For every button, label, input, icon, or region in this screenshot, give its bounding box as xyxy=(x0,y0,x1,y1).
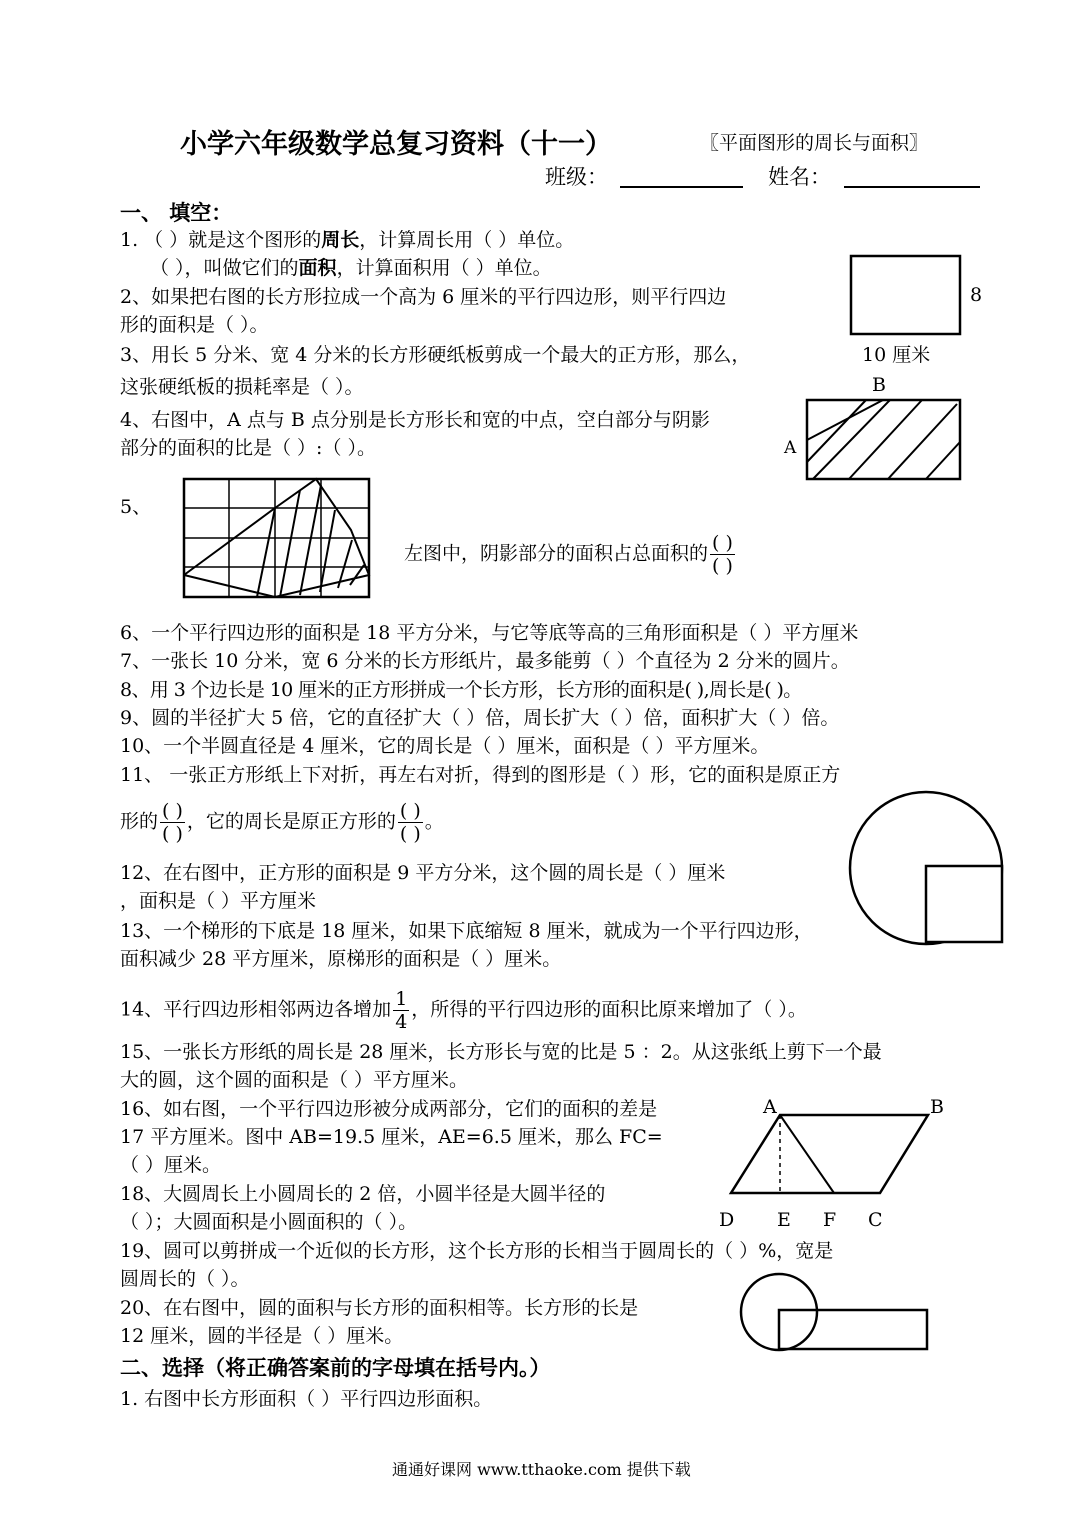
page-title: 小学六年级数学总复习资料（十一） xyxy=(180,129,612,160)
q5-hatch-line xyxy=(257,508,275,597)
q11-fraction-perimeter: $\frac{( )}{( )}$ xyxy=(399,800,421,845)
q20-figure xyxy=(741,1274,927,1350)
q1-line1: 1. （ ）就是这个图形的周长，计算周长用（ ）单位。 xyxy=(120,229,575,251)
name-label: 姓名： xyxy=(768,165,831,189)
q4-hatch-line xyxy=(813,400,890,479)
q2-side-label: 8 xyxy=(970,284,983,306)
q19-line2: 圆周长的（ ）。 xyxy=(120,1268,250,1290)
q4-line2: 部分的面积的比是（ ）:（ ）。 xyxy=(120,437,376,459)
q5-grid-figure xyxy=(184,479,369,597)
q12-line2: ，面积是（ ）平方厘米 xyxy=(120,890,317,912)
q7: 7、一张长 10 分米，宽 6 分米的长方形纸片，最多能剪（ ）个直径为 2 分米的圆片。 xyxy=(120,650,850,672)
page-subtitle: 〖平面图形的周长与面积〗 xyxy=(700,132,929,154)
q12-square xyxy=(926,866,1002,942)
q2-line1: 2、如果把右图的长方形拉成一个高为 6 厘米的平行四边形，则平行四边 xyxy=(120,286,727,308)
q4-hatch-line xyxy=(926,442,960,479)
q20-line2: 12 厘米，圆的半径是（ ）厘米。 xyxy=(120,1325,404,1347)
q5-hatch-line xyxy=(280,490,300,597)
q9: 9、圆的半径扩大 5 倍，它的直径扩大（ ）倍，周长扩大（ ）倍，面积扩大（ ）倍。 xyxy=(120,707,840,729)
q16-segment-af xyxy=(780,1115,834,1193)
q12-line1: 12、在右图中，正方形的面积是 9 平方分米，这个圆的周长是（ ）厘米 xyxy=(120,862,726,884)
q16-figure xyxy=(731,1115,928,1193)
q4-figure xyxy=(807,400,960,479)
q16-label-e: E xyxy=(777,1209,791,1231)
q6: 6、一个平行四边形的面积是 18 平方分米，与它等底等高的三角形面积是（ ）平方厘米 xyxy=(120,622,859,644)
q19-line1: 19、圆可以剪拼成一个近似的长方形，这个长方形的长相当于圆周长的（ ）%，宽是 xyxy=(120,1240,834,1262)
q16-label-a: A xyxy=(763,1096,777,1118)
q5-hatch-line xyxy=(300,485,321,595)
q16-line2: 17 平方厘米。图中 AB=19.5 厘米，AE=6.5 厘米，那么 FC= xyxy=(120,1126,663,1148)
q5-text: 左图中，阴影部分的面积占总面积的 $\frac{( )}{( )}$ xyxy=(404,532,733,577)
q4-hatch-line xyxy=(807,400,866,462)
q2-line2: 形的面积是（ ）。 xyxy=(120,314,269,336)
q8: 8、用 3 个边长是 10 厘米的正方形拼成一个长方形，长方形的面积是( ),周长是( )。 xyxy=(120,679,802,701)
q16-label-f: F xyxy=(823,1209,837,1231)
q18-line1: 18、大圆周长上小圆周长的 2 倍，小圆半径是大圆半径的 xyxy=(120,1183,606,1205)
q5-fraction: $\frac{( )}{( )}$ xyxy=(712,532,733,577)
q16-label-c: C xyxy=(868,1209,883,1231)
q14: 14、平行四边形相邻两边各增加 $\frac{1}{4}$ ，所得的平行四边形的面积比原来增加了（ ）。 xyxy=(120,988,807,1033)
q5-hatch-line xyxy=(350,565,364,585)
q4-label-b: B xyxy=(872,374,886,396)
q16-line1: 16、如右图，一个平行四边形被分成两部分，它们的面积的差是 xyxy=(120,1098,658,1120)
q12-figure xyxy=(850,792,1002,944)
q16-line3: （ ）厘米。 xyxy=(120,1154,222,1176)
q11-fraction-area: $\frac{( )}{( )}$ xyxy=(162,800,183,845)
q4-line1: 4、右图中，A 点与 B 点分别是长方形长和宽的中点，空白部分与阴影 xyxy=(120,409,710,431)
class-label: 班级： xyxy=(545,165,608,189)
q13-line1: 13、一个梯形的下底是 18 厘米，如果下底缩短 8 厘米，就成为一个平行四边形， xyxy=(120,920,813,942)
q15-line1: 15、一张长方形纸的周长是 28 厘米，长方形长与宽的比是 5 ：2。从这张纸上剪下一个最 xyxy=(120,1041,882,1063)
section2-heading: 二、选择（将正确答案前的字母填在括号内。） xyxy=(120,1356,551,1380)
q18-line2: （ ）；大圆面积是小圆面积的（ ）。 xyxy=(120,1211,418,1233)
q2-rectangle xyxy=(851,256,960,334)
q1-line2: （ ），叫做它们的面积，计算面积用（ ）单位。 xyxy=(150,257,552,279)
q4-hatch-line xyxy=(888,404,957,479)
q16-label-b: B xyxy=(930,1096,944,1118)
q5-hatch-line xyxy=(320,510,335,592)
q3-line2: 这张硬纸板的损耗率是（ ）。 xyxy=(120,376,364,398)
q10: 10、一个半圆直径是 4 厘米，它的周长是（ ）厘米，面积是（ ）平方厘米。 xyxy=(120,735,770,757)
q5-number: 5、 xyxy=(120,496,152,518)
q2-bottom-label: 10 厘米 xyxy=(862,344,931,366)
q16-label-d: D xyxy=(719,1209,735,1231)
q3-line1: 3、用长 5 分米、宽 4 分米的长方形硬纸板剪成一个最大的正方形，那么， xyxy=(120,344,751,366)
q15-line2: 大的圆，这个圆的面积是（ ）平方厘米。 xyxy=(120,1069,469,1091)
s2-q1: 1. 右图中长方形面积（ ）平行四边形面积。 xyxy=(120,1388,493,1410)
q11-line1: 11、 一张正方形纸上下对折，再左右对折，得到的图形是（ ）形，它的面积是原正方 xyxy=(120,764,841,786)
q11-line2: 形的 $\frac{( )}{( )}$ ，它的周长是原正方形的 $\frac{( )}{( )}$ 。 xyxy=(120,800,444,845)
q13-line2: 面积减少 28 平方厘米，原梯形的面积是（ ）厘米。 xyxy=(120,948,562,970)
section1-heading: 一、 填空： xyxy=(120,201,233,225)
q14-fraction: $\frac{1}{4}$ xyxy=(395,988,408,1033)
q16-parallelogram xyxy=(731,1115,928,1193)
footer: 通通好课网 www.tthaoke.com 提供下载 xyxy=(392,1460,691,1479)
q20-line1: 20、在右图中，圆的面积与长方形的面积相等。长方形的长是 xyxy=(120,1297,639,1319)
q4-label-a: A xyxy=(784,438,797,458)
